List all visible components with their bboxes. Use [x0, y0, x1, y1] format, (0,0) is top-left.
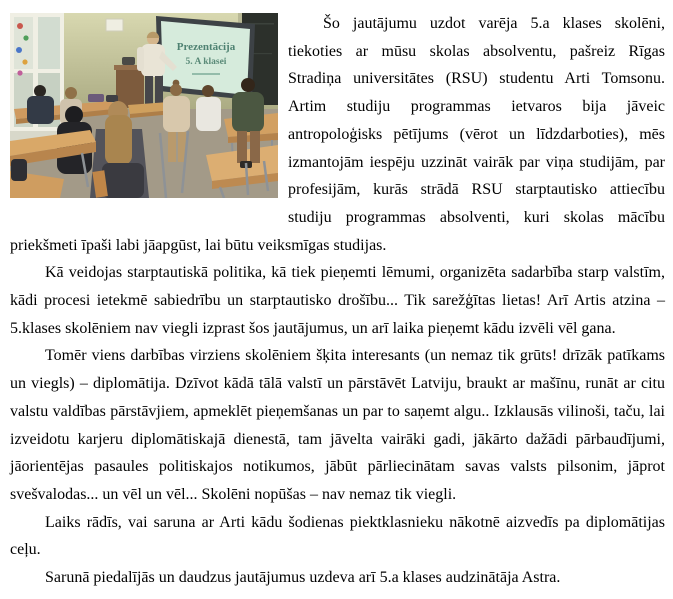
- wall-poster: [106, 19, 123, 31]
- paragraph-2: Kā veidojas starptautiskā politika, kā tiek pieņemti lēmumi, organizēta sadarbība starp valstīm, kādi procesi ietekmē sabiedrību un starptautisko drošību... Tik sarežģītas lietas! Arī Artis atzina – 5.klases skolēniem nav viegli izprast šos jautājumus, un arī laika pieņemt kādu izvēli vēl gana.: [10, 264, 665, 337]
- paragraph-1: Šo jautājumu uzdot varēja 5.a klases skolēni, tiekoties ar mūsu skolas absolventu, pašreiz Rīgas Stradiņa universitātes (RSU) studentu Arti Tomsonu. Artim studiju programmas ietvaros bija jāveic antropoloģisks pētījums (vērot un līdzdarboties), mēs izmantojām iespēju uzzināt vairāk par viņa studijām, par profesijām, kurās strādā RSU starptautisko attiecību studiju programmas absolventi, kuri skolas mācību priekšmeti īpaši labi jāapgūst, lai būtu veiksmīgas studijas.: [10, 15, 665, 254]
- window: [10, 13, 64, 149]
- backpack: [102, 163, 144, 198]
- classroom-photo: [10, 13, 278, 198]
- paragraph-4: Laiks rādīs, vai saruna ar Arti kādu šodienas piektklasnieku nākotnē aizvedīs pa diplomātijas ceļu.: [10, 513, 665, 559]
- classroom-photo-illustration: [10, 13, 278, 198]
- slide-subtitle-bar: [192, 73, 220, 75]
- paragraph-3: Tomēr viens darbības virziens skolēniem šķita interesants (un nemaz tik grūts! drīzāk patīkams un viegls) – diplomātija. Dzīvot kādā tālā valstī un pārstāvēt Latviju, braukt ar mašīnu, runāt ar citu valstu valdības pārstāvjiem, apmeklēt pieņemšanas un par to saņemt algu.. Izklausās vilinoši, taču, lai izveidotu karjeru diplomātiskajā dienestā, tam jāvelta vairāki gadi, jākārto dažādi pārbaudījumi, jāorientējas pasaules politiskajos notikumos, jābūt pārliecinātam savas valsts pilsonim, jāprot svešvalodas... un vēl un vēl... Skolēni nopūšas – nav nemaz tik viegli.: [10, 347, 665, 503]
- paragraph-5: Sarunā piedalījās un daudzus jautājumus uzdeva arī 5.a klases audzinātāja Astra.: [45, 569, 561, 587]
- slide-title-line1: Prezentācija: [176, 41, 236, 53]
- slide-title-line2: 5. A klasei: [185, 57, 227, 67]
- hanging-backpack: [11, 159, 27, 181]
